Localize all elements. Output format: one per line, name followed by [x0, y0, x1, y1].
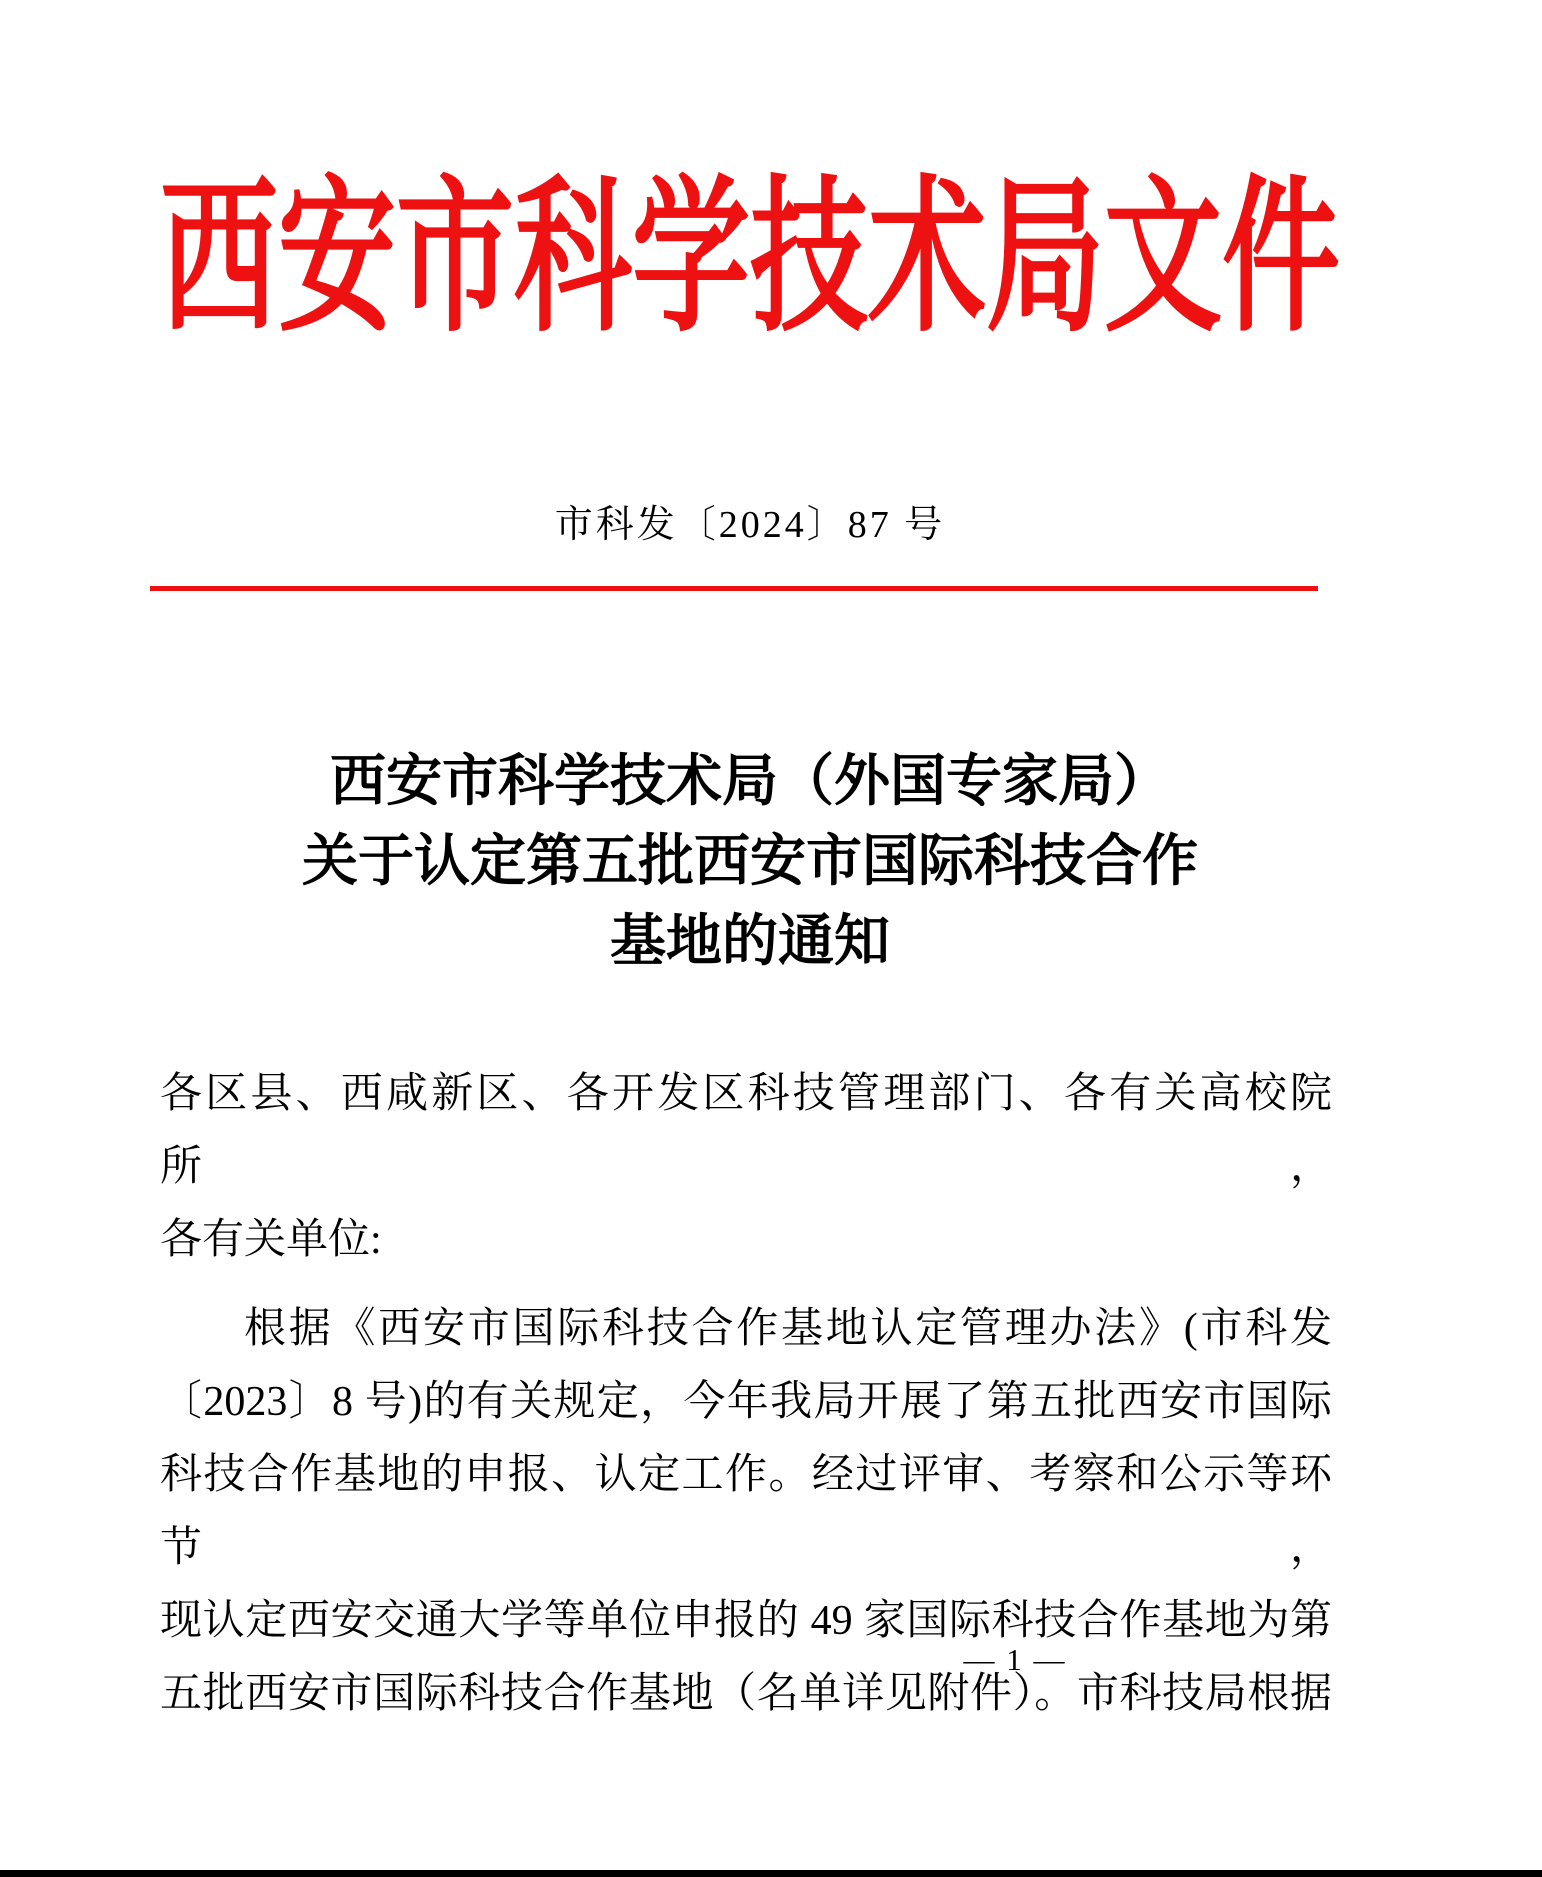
document-body	[160, 1058, 1332, 1731]
red-divider-line	[150, 586, 1318, 591]
document-number: 市科发〔2024〕87 号	[554, 504, 946, 546]
body-line-5: 五批西安市国际科技合作基地（名单详见附件）。市科技局根据	[160, 1671, 1332, 1717]
page-number: — 1 —	[963, 1642, 1067, 1677]
salutation-line-2: 各有关单位:	[160, 1217, 382, 1263]
document-title-line-2: 关于认定第五批西安市国际科技合作	[302, 831, 1198, 893]
body-line-2: 〔2023〕8 号)的有关规定，今年我局开展了第五批西安市国际	[160, 1379, 1332, 1425]
body-line-3: 科技合作基地的申报、认定工作。经过评审、考察和公示等环节，	[160, 1452, 1332, 1571]
document-title	[160, 742, 1340, 982]
document-header-banner: 西安市科学技术局文件	[160, 166, 1341, 353]
salutation-line-1: 各区县、西咸新区、各开发区科技管理部门、各有关高校院所，	[160, 1071, 1332, 1190]
document-title-line-3: 基地的通知	[610, 911, 890, 973]
body-line-4: 现认定西安交通大学等单位申报的 49 家国际科技合作基地为第	[160, 1598, 1332, 1644]
main-paragraph	[160, 1293, 1332, 1731]
document-title-line-1: 西安市科学技术局（外国专家局）	[330, 751, 1170, 813]
bottom-edge-bar	[0, 1870, 1542, 1877]
body-line-1: 根据《西安市国际科技合作基地认定管理办法》(市科发	[244, 1306, 1332, 1352]
salutation-paragraph	[160, 1058, 1332, 1277]
